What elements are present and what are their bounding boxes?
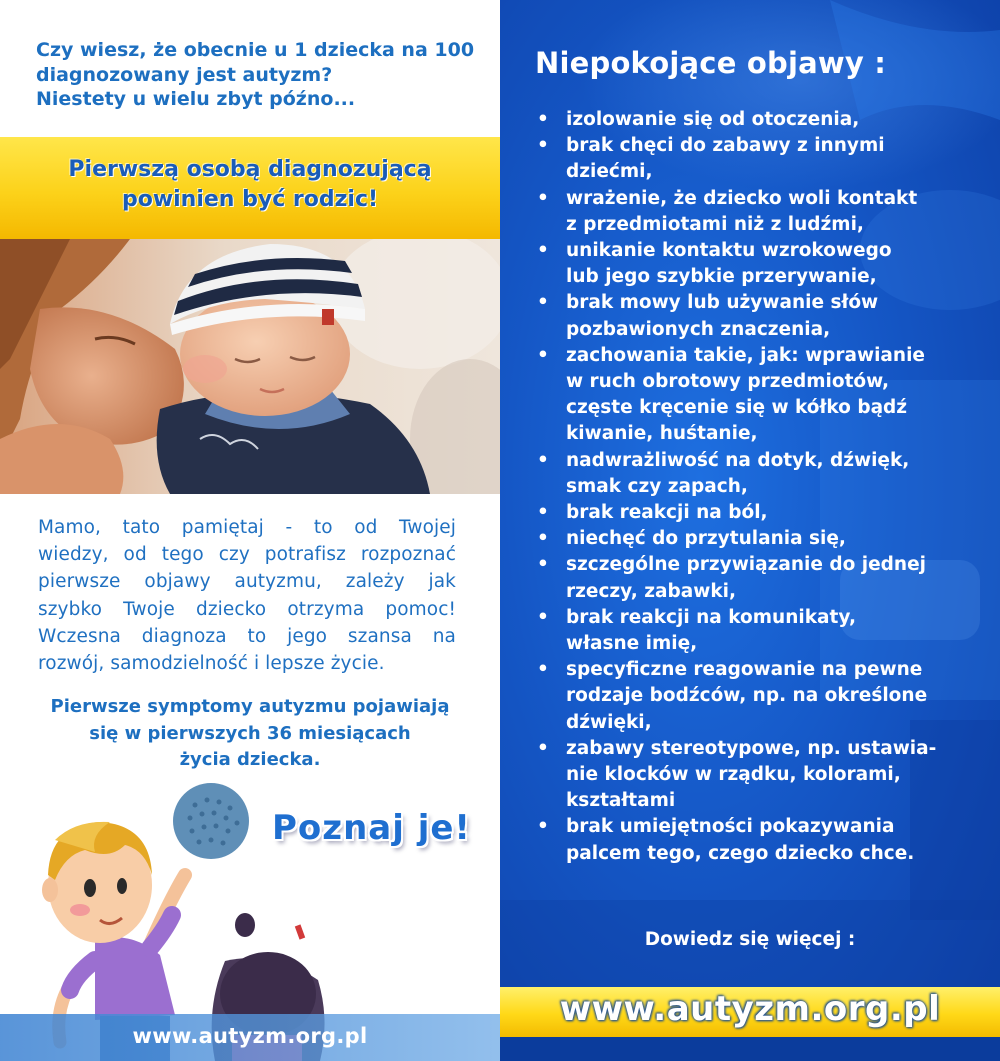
bottom-strip (500, 1037, 1000, 1061)
headline-line: Pierwszą osobą diagnozującą (68, 157, 432, 182)
right-footer-bar (500, 987, 1000, 1037)
symptom-line: nie klocków w rządku, kolorami, (566, 764, 901, 786)
symptom-item (535, 107, 995, 133)
note-line: Pierwsze symptomy autyzmu pojawiają (50, 696, 450, 717)
symptom-line: własne imię, (566, 633, 698, 655)
symptom-line: z przedmiotami niż z ludźmi, (566, 213, 864, 235)
intro-line: Niestety u wielu zbyt późno... (36, 88, 356, 110)
body-line: pierwsze objawy autyzmu, zależy jak (38, 571, 456, 593)
right-panel (500, 0, 1000, 1061)
symptom-line: • izolowanie się od otoczenia, (566, 109, 860, 130)
body-line: szybko Twoje dziecko otrzyma pomoc! (38, 598, 456, 620)
symptom-line: • nadwrażliwość na dotyk, dźwięk, (566, 449, 910, 471)
note-line: życia dziecka. (179, 749, 321, 770)
learn-more-text: Dowiedz się więcej : (644, 929, 856, 950)
symptom-item (535, 500, 995, 526)
symptom-item (535, 448, 995, 500)
symptom-line: kiwanie, huśtanie, (566, 423, 758, 445)
symptom-item (535, 290, 995, 342)
symptom-line: • wrażenie, że dziecko woli kontakt (566, 187, 918, 209)
intro-line: Czy wiesz, że obecnie u 1 dziecka na 100 (36, 39, 475, 61)
symptom-line: • brak mowy lub używanie słów (566, 292, 879, 314)
symptom-item (535, 657, 995, 736)
symptom-item (535, 238, 995, 290)
symptom-line: rzeczy, zabawki, (566, 580, 737, 602)
symptom-line: rodzaje bodźców, np. na określone (566, 685, 928, 707)
symptom-line: • brak umiejętności pokazywania (566, 816, 895, 838)
symptom-item (535, 814, 995, 866)
symptom-item (535, 736, 995, 815)
symptom-line: dźwięki, (566, 711, 652, 733)
symptom-line: dziećmi, (566, 161, 653, 183)
body-line: Mamo, tato pamiętaj - to od Twojej (38, 517, 456, 538)
symptom-line: pozbawionych znaczenia, (566, 318, 831, 340)
intro-text (36, 38, 486, 112)
body-line: wiedzy, od tego czy potrafisz rozpoznać (38, 544, 456, 566)
symptom-item (535, 552, 995, 604)
symptom-item (535, 343, 995, 448)
symptom-line: • brak reakcji na komunikaty, (566, 606, 856, 628)
symptom-line: • szczególne przywiązanie do jednej (566, 554, 926, 576)
symptom-item (535, 605, 995, 657)
symptoms-note (0, 694, 500, 774)
symptom-line: • zachowania takie, jak: wprawianie (566, 344, 925, 366)
website-link-large[interactable]: www.autyzm.org.pl (559, 989, 941, 1029)
left-footer-bar (0, 1014, 500, 1061)
parent-message (38, 514, 456, 677)
symptom-line: lub jego szybkie przerywanie, (566, 266, 877, 288)
symptom-item (535, 186, 995, 238)
symptom-line: • unikanie kontaktu wzrokowego (566, 240, 892, 262)
headline (0, 155, 500, 215)
symptom-line: • niechęć do przytulania się, (566, 528, 846, 550)
poznaj-heading: Poznaj je! (272, 808, 471, 848)
body-line: Wczesna diagnoza to jego szansa na (38, 625, 456, 647)
body-line: rozwój, samodzielność i lepsze życie. (38, 653, 385, 675)
symptom-line: • brak chęci do zabawy z innymi (566, 135, 885, 157)
symptom-line: • specyficzne reagowanie na pewne (566, 659, 923, 681)
symptom-line: palcem tego, czego dziecko chce. (566, 842, 915, 864)
symptom-list (535, 107, 995, 867)
symptom-line: • brak reakcji na ból, (566, 502, 768, 524)
headline-banner (0, 137, 500, 239)
symptom-line: częste kręcenie się w kółko bądź (566, 397, 908, 419)
symptoms-title: Niepokojące objawy : (535, 46, 887, 80)
symptom-line: w ruch obrotowy przedmiotów, (566, 371, 890, 393)
mother-baby-photo (0, 239, 500, 494)
headline-line: powinien być rodzic! (121, 187, 379, 212)
symptom-line: kształtami (566, 790, 676, 812)
symptom-line: smak czy zapach, (566, 475, 748, 497)
symptom-item (535, 526, 995, 552)
symptom-item (535, 133, 995, 185)
intro-line: diagnozowany jest autyzm? (36, 63, 333, 86)
website-link[interactable]: www.autyzm.org.pl (132, 1024, 368, 1048)
symptom-line: • zabawy stereotypowe, np. ustawia- (566, 737, 937, 759)
note-line: się w pierwszych 36 miesiącach (89, 722, 411, 744)
